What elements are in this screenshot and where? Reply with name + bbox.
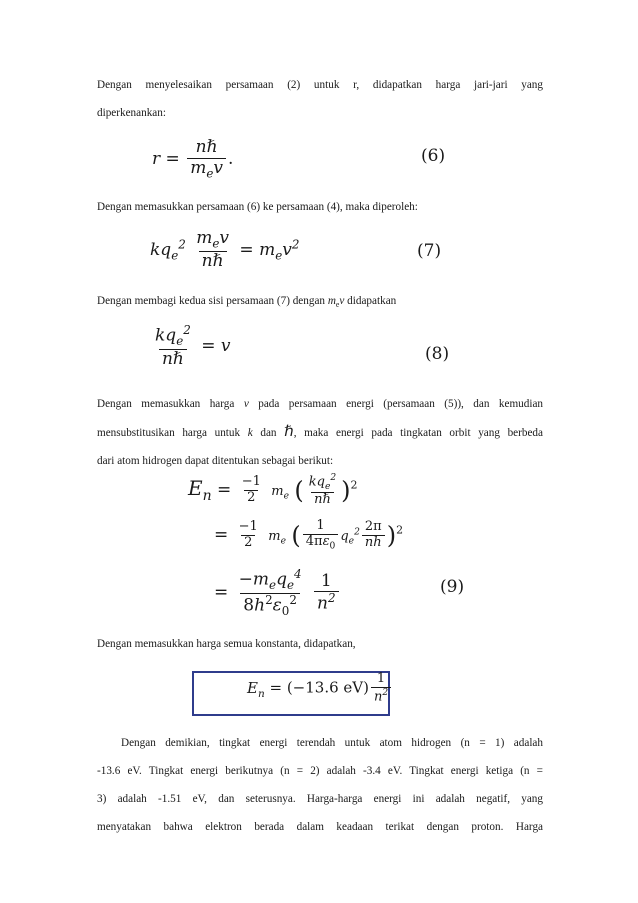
equation-7-number: (7) xyxy=(417,241,442,261)
paragraph-6-line-3: 3) adalah -1.51 eV, dan seterusnya. Harga-harga energi ini adalah negatif, yang xyxy=(97,793,543,805)
paragraph-5-text: Dengan memasukkan harga semua konstanta, didapatkan, xyxy=(97,638,356,650)
final-equation: $E_n = (-13.6$ eV) $\frac{1}{n^2}$ xyxy=(247,672,393,705)
paragraph-6-line-2: -13.6 eV. Tingkat energi berikutnya (n = 2) adalah -3.4 eV. Tingkat energi ketiga (n = xyxy=(97,765,543,777)
paragraph-3 xyxy=(97,287,543,319)
hbar-symbol: ℏ xyxy=(284,424,294,440)
paragraph-4-line-1: Dengan memasukkan harga v pada persamaan energi (persamaan (5)), dan kemudian xyxy=(97,398,544,410)
equation-8-number: (8) xyxy=(425,344,450,364)
equation-6: r = $\frac{\text{nℏ}}{m_ev}$ . xyxy=(152,137,234,180)
paragraph-6-line-4: menyatakan bahwa elektron berada dalam keadaan terikat dengan proton. Harga xyxy=(97,821,543,833)
paragraph-4-line-3: dari atom hidrogen dapat ditentukan sebagai berikut: xyxy=(97,455,334,467)
paragraph-4 xyxy=(97,390,543,475)
equation-9-line-3: = $\frac{-m_eq_e^4}{8h^2\varepsilon_0^2}$ $\frac{1}{n^2}$ xyxy=(214,568,341,618)
equation-6-number: (6) xyxy=(421,146,446,166)
paragraph-1-line-1: Dengan menyelesaikan persamaan (2) untuk r, didapatkan harga jari-jari yang xyxy=(97,79,543,91)
final-equation-value: (−13.6 eV) xyxy=(286,678,369,697)
paragraph-1 xyxy=(97,71,543,127)
equation-9-number: (9) xyxy=(440,577,465,597)
paragraph-2 xyxy=(97,193,543,221)
paragraph-6-line-1: Dengan demikian, tingkat energi terendah untuk atom hidrogen (n = 1) adalah xyxy=(121,737,543,749)
equation-9-line-2: = $\frac{-1}{2}$ $m_e$ ( $\frac{1}{4\pi\varepsilon_0}$ $q_e^2$ $\frac{2\pi}{nh}$ )$^2$ xyxy=(214,518,404,552)
paragraph-4-line-2: mensubstitusikan harga untuk k dan ℏ, maka energi pada tingkatan orbit yang berbeda xyxy=(97,424,543,440)
equation-9-line-1: $E_n$ = $\frac{-1}{2}$ $m_e$ ( $\frac{kq_e^2}{\text{nℏ}}$ )$^2$ xyxy=(188,473,358,508)
equation-7: $kq_e^2$ $\frac{m_ev}{\text{nℏ}}$ = $m_ev^2$ xyxy=(150,228,300,272)
paragraph-3-text: Dengan membagi kedua sisi persamaan (7) dengan $m_ev$ didapatkan xyxy=(97,295,397,310)
paragraph-5 xyxy=(97,630,543,658)
paragraph-1-line-2: diperkenankan: xyxy=(97,107,166,119)
paragraph-6 xyxy=(97,729,543,841)
paragraph-2-text: Dengan memasukkan persamaan (6) ke persamaan (4), maka diperoleh: xyxy=(97,201,418,213)
equation-8: $\frac{kq_e^2}{\text{nℏ}}$ = v xyxy=(155,323,231,369)
